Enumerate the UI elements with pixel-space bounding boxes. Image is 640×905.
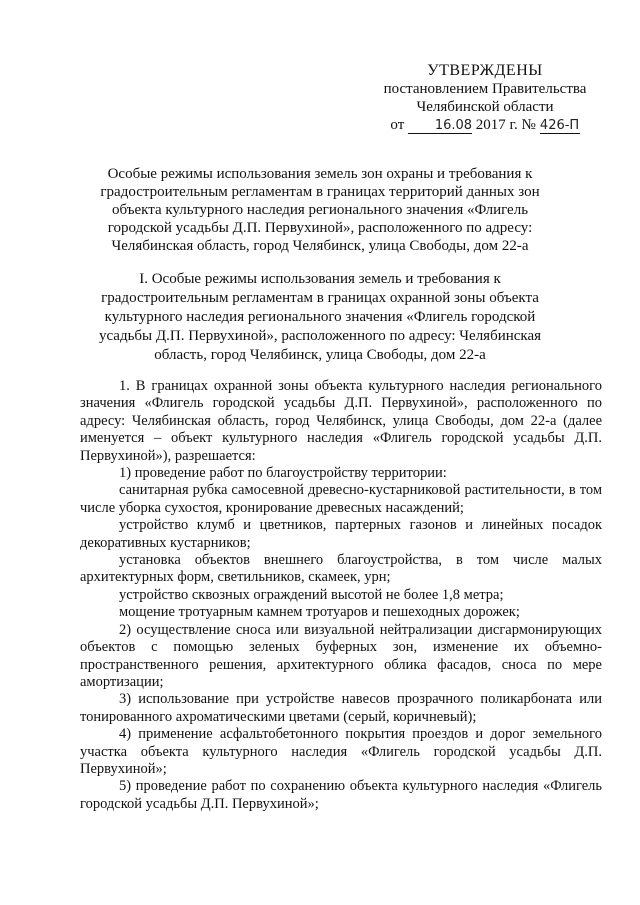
approval-title: УТВЕРЖДЕНЫ [427,62,543,79]
year-text: 2017 г. № [475,117,536,133]
paragraph-item: 1. В границах охранной зоны объекта культурного наследия регионального значения «Флигель городской усадьбы Д.П. Первухиной», расположенного по адресу: Челябинская область, город Челябинск, улица Свободы, дом 22-а (далее именуется – объект культурного наследия «Флигель городской усадьбы Д.П. Первухиной»), разрешается: [80,378,602,464]
paragraph-item: установка объектов внешнего благоустройства, в том числе малых архитектурных форм, светильников, скамеек, урн; [80,552,602,586]
approval-line-2: Челябинской области [416,99,554,115]
document-title: Особые режимы использования земель зон охраны и требования к градостроительным регламентам в границах территорий данных зон объекта культурного наследия регионального значения «Флигель городской усадьбы Д.П. Первухиной», расположенного по адресу: Челябинская область, город Челябинск, улица Свободы, дом 22-а [100,166,540,254]
paragraph-item: санитарная рубка самосевной древесно-кустарниковой растительности, в том числе уборка сухостоя, кронирование древесных насаждений; [80,482,602,516]
document-body [80,378,602,813]
date-value: 16.08 [408,118,472,134]
paragraph-item: устройство клумб и цветников, партерных газонов и линейных посадок декоративных кустарников; [80,517,602,551]
paragraph-item: 2) осуществление сноса или визуальной нейтрализации дисгармонирующих объектов с помощью зеленых буферных зон, изменение их объемно-пространственного решения, архитектурного облика фасадов, сноса по мере амортизации; [80,621,602,690]
approval-date-line [380,116,590,134]
decree-number: 426-П [539,118,580,133]
paragraph-item: 3) использование при устройстве навесов прозрачного поликарбоната или тонированного ахроматическими цветами (серый, коричневый); [80,691,602,725]
paragraph-item: 5) проведение работ по сохранению объекта культурного наследия «Флигель городской усадьбы Д.П. Первухиной»; [80,778,602,812]
date-prefix: от [390,117,405,133]
paragraph-item: мощение тротуарным камнем тротуаров и пешеходных дорожек; [119,604,520,621]
approval-block [380,62,590,134]
paragraph-item: 1) проведение работ по благоустройству территории: [119,465,447,482]
paragraph-item: 4) применение асфальтобетонного покрытия проездов и дорог земельного участка объекта культурного наследия «Флигель городской усадьбы Д.П. Первухиной»; [80,726,602,777]
paragraph-item: устройство сквозных ограждений высотой не более 1,8 метра; [119,586,504,603]
approval-line-1: постановлением Правительства [383,81,587,97]
section-title: I. Особые режимы использования земель и требования к градостроительным регламентам в границах охранной зоны объекта культурного наследия регионального значения «Флигель городской усадьбы Д.П. Первухиной», расположенного по адресу: Челябинская область, город Челябинск, улица Свободы, дом 22-а [98,271,542,363]
